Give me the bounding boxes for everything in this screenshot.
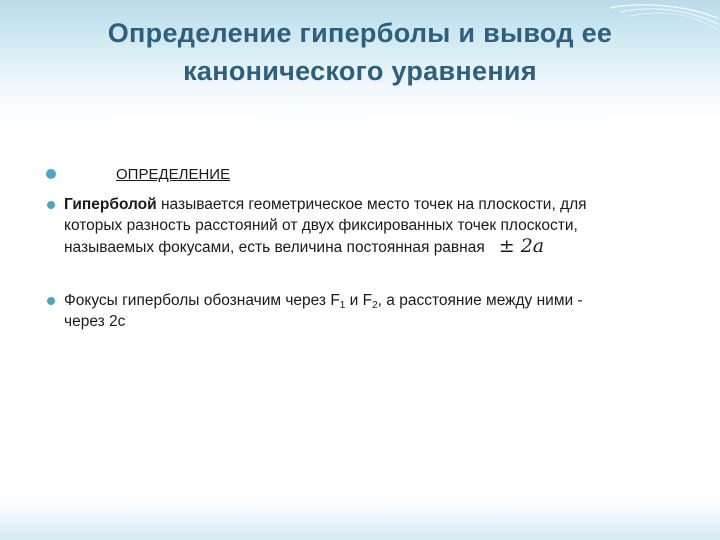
foci-subscript-2: 2 — [372, 300, 378, 311]
circle-bullet-icon — [46, 169, 56, 179]
foci-subscript-1: 1 — [339, 300, 346, 311]
foci-paragraph — [64, 290, 680, 332]
slide-title-line-1: Определение гиперболы и вывод ее — [107, 18, 613, 48]
foci-text-part-1: Фокусы гиперболы обозначим через F — [64, 292, 340, 309]
definition-paragraph — [64, 194, 680, 258]
foci-line-2: через 2с — [64, 313, 126, 330]
definition-label: ОПРЕДЕЛЕНИЕ — [116, 166, 231, 183]
definition-line-2: которых разность расстояний от двух фиксированных точек плоскости, — [64, 217, 578, 234]
definition-line-1 — [64, 194, 680, 215]
circle-bullet-icon — [47, 297, 55, 305]
foci-text-part-2: и F — [345, 292, 373, 309]
definition-line-1-rest: называется геометрическое место точек на плоскости, для — [156, 196, 587, 213]
circle-bullet-icon — [47, 201, 55, 209]
foci-line-1 — [64, 290, 680, 311]
definition-line-3 — [64, 236, 680, 258]
slide-title-line-2: канонического уравнения — [183, 56, 537, 86]
definition-line-3-text: называемых фокусами, есть величина постоянная равная — [64, 239, 485, 256]
foci-text-part-3: , а расстояние между ними - — [377, 292, 583, 309]
term-hyperbola: Гиперболой — [64, 196, 157, 213]
formula-plus-minus-2a: ± 2a — [498, 235, 545, 257]
